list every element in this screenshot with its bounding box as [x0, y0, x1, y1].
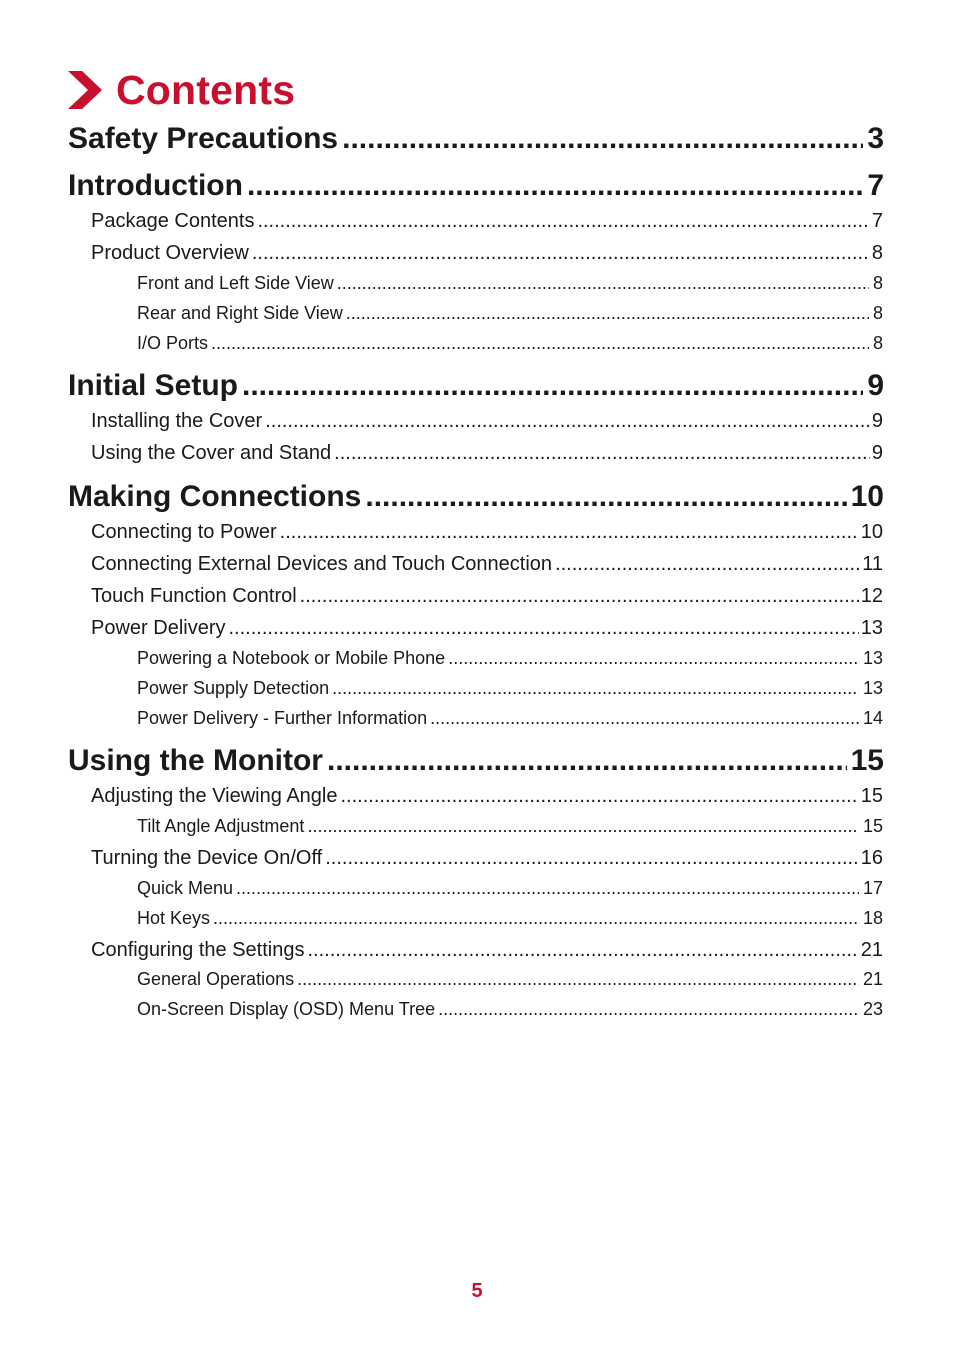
toc-entry-adjusting-viewing-angle[interactable]	[91, 782, 883, 810]
dot-leader	[307, 936, 858, 964]
toc-entry-label: Quick Menu	[137, 878, 234, 898]
dot-leader	[430, 705, 859, 731]
dot-leader	[247, 166, 863, 206]
toc-entry-label: Introduction	[68, 169, 243, 202]
toc-entry-page: 16	[860, 847, 883, 869]
toc-entry-label: Turning the Device On/Off	[91, 847, 323, 869]
toc-entry-configuring-settings[interactable]	[91, 936, 883, 964]
toc-entry-page: 8	[872, 273, 883, 293]
toc-entry-power-delivery-further-info[interactable]	[137, 705, 883, 731]
toc-entry-label: Using the Monitor	[68, 744, 323, 777]
toc-entry-label: Product Overview	[91, 242, 249, 264]
toc-entry-tilt-angle-adjustment[interactable]	[137, 813, 883, 839]
toc-entry-label: Installing the Cover	[91, 410, 263, 432]
toc-entry-page: 10	[860, 521, 883, 543]
toc-entry-installing-cover[interactable]	[91, 407, 883, 435]
toc-entry-page: 15	[860, 785, 883, 807]
toc-entry-label: Rear and Right Side View	[137, 303, 343, 323]
toc-entry-label: Initial Setup	[68, 369, 239, 402]
dot-leader	[325, 844, 859, 872]
toc-entry-safety-precautions[interactable]	[68, 119, 884, 159]
toc-entry-label: Connecting External Devices and Touch Connection	[91, 553, 553, 575]
dot-leader	[307, 813, 859, 839]
dot-leader	[242, 366, 863, 406]
dot-leader	[438, 996, 859, 1022]
toc-entry-powering-notebook[interactable]	[137, 645, 883, 671]
toc-entry-page: 15	[862, 816, 883, 836]
dot-leader	[211, 330, 869, 356]
chevron-right-icon	[68, 71, 102, 109]
toc-entry-label: Package Contents	[91, 210, 255, 232]
toc-entry-page: 13	[860, 617, 883, 639]
toc-entry-label: General Operations	[137, 969, 295, 989]
toc-entry-page: 9	[871, 442, 883, 464]
toc-entry-page: 3	[867, 122, 884, 155]
page-number: 5	[471, 1280, 483, 1302]
toc-entry-turning-device-on-off[interactable]	[91, 844, 883, 872]
toc-entry-page: 13	[862, 678, 883, 698]
toc-entry-using-monitor[interactable]	[68, 741, 884, 781]
toc-entry-page: 14	[862, 708, 883, 728]
dot-leader	[332, 675, 859, 701]
toc-entry-page: 11	[862, 553, 883, 575]
dot-leader	[265, 407, 870, 435]
dot-leader	[337, 270, 869, 296]
toc-entry-label: Configuring the Settings	[91, 939, 305, 961]
dot-leader	[327, 741, 847, 781]
dot-leader	[257, 207, 869, 235]
toc-entry-label: Touch Function Control	[91, 585, 297, 607]
toc-entry-label: Safety Precautions	[68, 122, 339, 155]
toc-entry-hot-keys[interactable]	[137, 905, 883, 931]
toc-entry-page: 21	[862, 969, 883, 989]
toc-entry-page: 8	[872, 333, 883, 353]
toc-entry-page: 21	[860, 939, 883, 961]
toc-entry-using-cover-stand[interactable]	[91, 439, 883, 467]
toc-entry-page: 17	[862, 878, 883, 898]
toc-entry-introduction[interactable]	[68, 166, 884, 206]
dot-leader	[252, 239, 870, 267]
dot-leader	[342, 119, 863, 159]
dot-leader	[213, 905, 859, 931]
contents-heading	[68, 62, 295, 118]
toc-entry-label: On-Screen Display (OSD) Menu Tree	[137, 999, 436, 1019]
dot-leader	[280, 518, 859, 546]
toc-entry-product-overview[interactable]	[91, 239, 883, 267]
toc-entry-osd-menu-tree[interactable]	[137, 996, 883, 1022]
toc-entry-page: 13	[862, 648, 883, 668]
toc-entry-label: Tilt Angle Adjustment	[137, 816, 305, 836]
dot-leader	[228, 614, 858, 642]
toc-entry-page: 10	[850, 480, 884, 513]
toc-entry-label: Making Connections	[68, 480, 362, 513]
toc-entry-label: Powering a Notebook or Mobile Phone	[137, 648, 446, 668]
toc-entry-connecting-external-devices[interactable]	[91, 550, 883, 578]
dot-leader	[448, 645, 859, 671]
toc-entry-making-connections[interactable]	[68, 477, 884, 517]
toc-entry-label: I/O Ports	[137, 333, 209, 353]
dot-leader	[365, 477, 846, 517]
toc-entry-touch-function-control[interactable]	[91, 582, 883, 610]
toc-entry-label: Power Delivery - Further Information	[137, 708, 428, 728]
toc-entry-io-ports[interactable]	[137, 330, 883, 356]
toc-entry-page: 15	[850, 744, 884, 777]
toc-entry-label: Power Supply Detection	[137, 678, 330, 698]
toc-entry-quick-menu[interactable]	[137, 875, 883, 901]
toc-entry-general-operations[interactable]	[137, 966, 883, 992]
dot-leader	[346, 300, 869, 326]
page-title: Contents	[116, 66, 296, 113]
dot-leader	[236, 875, 859, 901]
toc-entry-page: 12	[860, 585, 883, 607]
toc-entry-label: Front and Left Side View	[137, 273, 334, 293]
toc-entry-rear-right-side-view[interactable]	[137, 300, 883, 326]
dot-leader	[300, 582, 859, 610]
toc-entry-page: 18	[862, 908, 883, 928]
toc-entry-page: 23	[862, 999, 883, 1019]
toc-entry-page: 9	[871, 410, 883, 432]
dot-leader	[555, 550, 860, 578]
toc-entry-page: 8	[872, 303, 883, 323]
toc-entry-front-left-side-view[interactable]	[137, 270, 883, 296]
toc-entry-label: Power Delivery	[91, 617, 226, 639]
dot-leader	[334, 439, 870, 467]
toc-entry-label: Using the Cover and Stand	[91, 442, 332, 464]
toc-entry-page: 7	[871, 210, 883, 232]
toc-entry-page: 7	[867, 169, 884, 202]
toc-entry-label: Adjusting the Viewing Angle	[91, 785, 338, 807]
toc-entry-power-delivery[interactable]	[91, 614, 883, 642]
toc-entry-connecting-power[interactable]	[91, 518, 883, 546]
toc-entry-initial-setup[interactable]	[68, 366, 884, 406]
toc-entry-page: 8	[871, 242, 883, 264]
toc-entry-package-contents[interactable]	[91, 207, 883, 235]
toc-entry-page: 9	[867, 369, 884, 402]
dot-leader	[297, 966, 859, 992]
toc-entry-label: Hot Keys	[137, 908, 211, 928]
toc-entry-power-supply-detection[interactable]	[137, 675, 883, 701]
dot-leader	[340, 782, 858, 810]
toc-entry-label: Connecting to Power	[91, 521, 277, 543]
